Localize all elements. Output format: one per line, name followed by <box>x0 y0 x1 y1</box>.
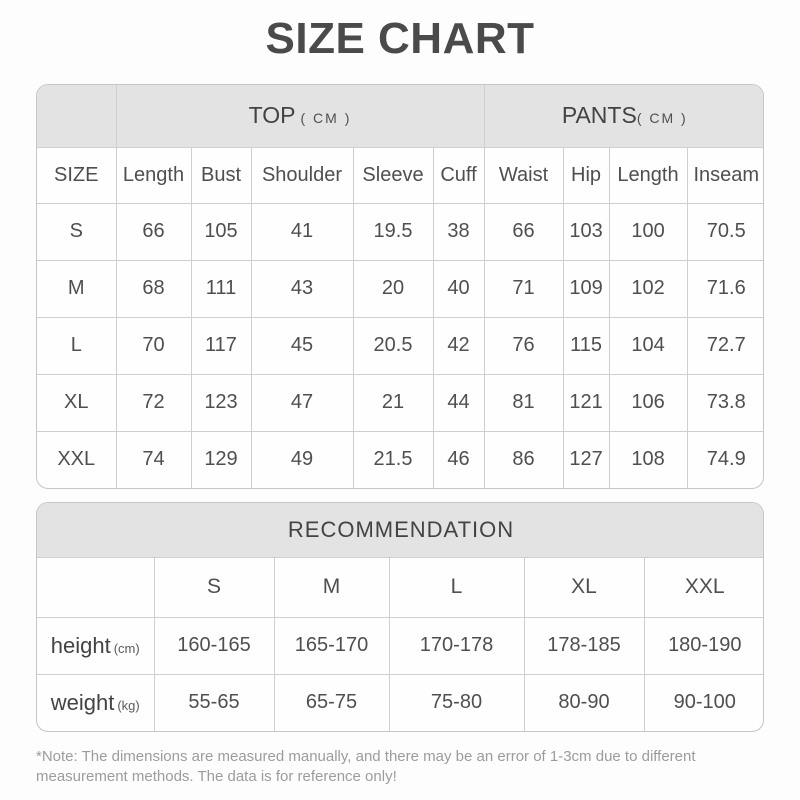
height-row-label <box>37 617 154 674</box>
size-table <box>37 85 764 488</box>
rec-column-header-s: S <box>154 557 274 617</box>
column-header-sleeve: Sleeve <box>353 147 433 203</box>
data-cell: 111 <box>191 260 251 317</box>
data-cell: 21.5 <box>353 431 433 488</box>
data-cell: 90-100 <box>673 691 736 714</box>
weight-row <box>37 674 764 731</box>
data-cell: 106 <box>609 374 687 431</box>
data-cell: 41 <box>251 203 353 260</box>
data-cell: 165-170 <box>274 617 389 674</box>
rec-column-header-m: M <box>274 557 389 617</box>
column-header-top-length: Length <box>116 147 191 203</box>
column-header-shoulder: Shoulder <box>251 147 353 203</box>
data-cell: 103 <box>563 203 609 260</box>
data-cell: 43 <box>251 260 353 317</box>
weight-label: weight <box>50 689 115 715</box>
recommendation-sizes-row <box>37 557 764 617</box>
data-cell: 121 <box>563 374 609 431</box>
table-row-l <box>37 317 764 374</box>
size-cell: S <box>37 203 116 260</box>
size-cell: L <box>37 317 116 374</box>
height-unit: (cm) <box>113 640 140 656</box>
pants-group-header <box>484 85 764 147</box>
column-header-pants-length: Length <box>609 147 687 203</box>
data-cell: 80-90 <box>524 674 644 731</box>
recommendation-header-row <box>37 503 764 557</box>
data-cell: 81 <box>484 374 563 431</box>
column-header-waist: Waist <box>484 147 563 203</box>
table-row-s <box>37 203 764 260</box>
data-cell: 20 <box>353 260 433 317</box>
data-cell: 66 <box>484 203 563 260</box>
data-cell: 100 <box>609 203 687 260</box>
recommendation-table <box>37 503 764 731</box>
weight-unit: (kg) <box>117 697 140 713</box>
data-cell: 20.5 <box>353 317 433 374</box>
data-cell: 65-75 <box>274 674 389 731</box>
column-header-bust: Bust <box>191 147 251 203</box>
data-cell: 170-178 <box>389 617 524 674</box>
size-table-column-header-row <box>37 147 764 203</box>
note-text: *Note: The dimensions are measured manually, and there may be an error of 1-3cm due to different measurement methods. The data is for reference only! <box>36 748 696 786</box>
rec-column-header-xl: XL <box>524 557 644 617</box>
data-cell: 45 <box>251 317 353 374</box>
data-cell: 129 <box>191 431 251 488</box>
data-cell: 55-65 <box>154 674 274 731</box>
data-cell: 117 <box>191 317 251 374</box>
data-cell: 108 <box>609 431 687 488</box>
column-header-size: SIZE <box>37 147 116 203</box>
data-cell: 115 <box>563 317 609 374</box>
data-cell: 73.8 <box>687 374 764 431</box>
top-group-header <box>116 85 484 147</box>
rec-column-header-xxl: XXL <box>644 557 764 617</box>
data-cell: 71.6 <box>687 260 764 317</box>
top-group-label: TOP <box>248 102 296 129</box>
column-header-cuff: Cuff <box>433 147 484 203</box>
data-cell: 66 <box>116 203 191 260</box>
pants-group-label: PANTS <box>561 102 637 129</box>
rec-column-header-l: L <box>389 557 524 617</box>
column-header-hip: Hip <box>563 147 609 203</box>
size-cell: M <box>37 260 116 317</box>
table-row-xxl <box>37 431 764 488</box>
data-cell: 180-190 <box>644 617 764 674</box>
size-table-corner-cell <box>37 85 116 147</box>
data-cell: 127 <box>563 431 609 488</box>
data-cell: 70 <box>116 317 191 374</box>
data-cell: 74.9 <box>706 448 746 471</box>
table-row-xl <box>37 374 764 431</box>
data-cell: 70.5 <box>687 203 764 260</box>
size-cell: XL <box>37 374 116 431</box>
data-cell: 109 <box>563 260 609 317</box>
data-cell: 47 <box>251 374 353 431</box>
recommendation-header: RECOMMENDATION <box>37 503 764 557</box>
size-table-group-header-row <box>37 85 764 147</box>
data-cell: 74 <box>116 431 191 488</box>
recommendation-table-card <box>36 502 764 732</box>
data-cell: 38 <box>433 203 484 260</box>
pants-group-unit: ( CM ) <box>636 110 688 127</box>
table-row-m <box>37 260 764 317</box>
data-cell: 102 <box>609 260 687 317</box>
data-cell: 40 <box>433 260 484 317</box>
data-cell: 42 <box>433 317 484 374</box>
height-row <box>37 617 764 674</box>
data-cell: 123 <box>191 374 251 431</box>
data-cell: 76 <box>484 317 563 374</box>
size-cell: XXL <box>37 431 116 488</box>
recommendation-corner-cell <box>37 557 154 617</box>
data-cell: 49 <box>251 431 353 488</box>
data-cell: 105 <box>191 203 251 260</box>
data-cell: 68 <box>116 260 191 317</box>
data-cell: 86 <box>484 431 563 488</box>
column-header-inseam: Inseam <box>687 147 764 203</box>
data-cell: 19.5 <box>353 203 433 260</box>
weight-row-label <box>37 674 154 731</box>
page-title: SIZE CHART <box>265 14 535 63</box>
data-cell: 71 <box>484 260 563 317</box>
data-cell: 21 <box>353 374 433 431</box>
data-cell: 178-185 <box>524 617 644 674</box>
data-cell: 72.7 <box>687 317 764 374</box>
top-group-unit: ( CM ) <box>300 110 352 127</box>
data-cell: 72 <box>116 374 191 431</box>
height-label: height <box>50 632 111 658</box>
size-table-card <box>36 84 764 489</box>
data-cell: 44 <box>433 374 484 431</box>
data-cell: 104 <box>609 317 687 374</box>
data-cell: 46 <box>433 431 484 488</box>
data-cell: 160-165 <box>154 617 274 674</box>
data-cell: 75-80 <box>389 674 524 731</box>
